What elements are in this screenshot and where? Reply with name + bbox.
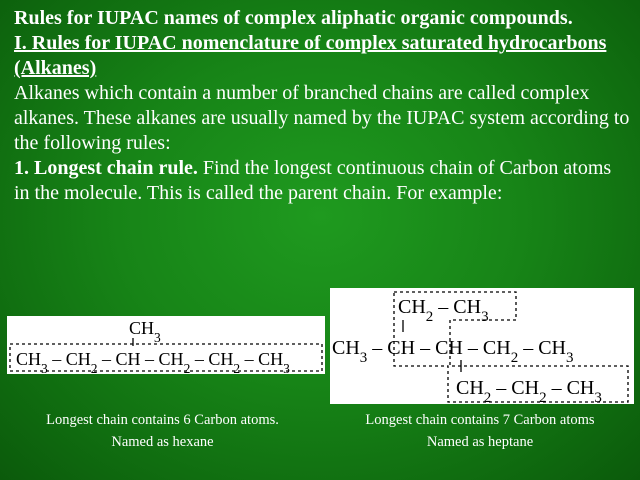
section-heading: I. Rules for IUPAC nomenclature of complex saturated hydrocarbons (Alkanes) <box>14 32 607 79</box>
heptane-top-branch <box>398 296 489 325</box>
heptane-caption-line-2: Named as heptane <box>426 434 534 450</box>
hexane-chain-group-3: CH <box>115 349 141 369</box>
bond-dash: – <box>546 377 567 399</box>
heptane-caption-line-1: Longest chain contains 7 Carbon atoms <box>365 412 595 428</box>
bond-dash: – <box>433 296 454 318</box>
hexane-structure-diagram <box>7 316 325 374</box>
heptane-bottom-branch <box>456 377 602 404</box>
bond-dash: – <box>518 337 539 359</box>
bond-dash: – <box>491 377 512 399</box>
heptane-structure-panel <box>330 288 634 404</box>
heptane-bottom-group-1: $CH_2$ <box>456 377 492 404</box>
hexane-caption-line-2: Named as hexane <box>111 434 214 450</box>
heptane-top-group-1: $CH_2$ <box>398 296 434 325</box>
slide-title: Rules for IUPAC names of complex aliphatic organic compounds. <box>14 7 573 29</box>
hexane-chain-group-4: $CH_2$ <box>158 349 191 374</box>
bond-dash: – <box>140 349 159 369</box>
hexane-substituent-group: $CH_3$ <box>129 318 161 345</box>
heptane-main-group-5: $CH_3$ <box>538 337 574 366</box>
bond-dash: – <box>97 349 116 369</box>
bond-dash: – <box>47 349 66 369</box>
heptane-main-group-2: CH <box>387 337 416 359</box>
bond-dash: – <box>190 349 209 369</box>
rule-1-paragraph <box>14 156 630 206</box>
heptane-structure-diagram <box>330 288 634 404</box>
hexane-chain-group-5: $CH_2$ <box>208 349 241 374</box>
hexane-structure-panel <box>7 316 325 374</box>
heptane-bottom-group-3: $CH_3$ <box>566 377 602 404</box>
hexane-chain-group-1: $CH_3$ <box>16 349 48 374</box>
heptane-top-group-2: $CH_3$ <box>453 296 489 325</box>
hexane-chain-group-2: $CH_2$ <box>65 349 98 374</box>
hexane-caption-line-1: Longest chain contains 6 Carbon atoms. <box>46 412 279 428</box>
bond-dash: – <box>415 337 436 359</box>
heptane-main-group-1: $CH_3$ <box>332 337 368 366</box>
rule-1-text: Find the longest continuous chain of Carbon atoms in the molecule. This is called the parent chain. For example: <box>14 157 612 204</box>
heptane-main-group-4: $CH_2$ <box>482 337 519 366</box>
rule-1-label: 1. Longest chain rule. <box>14 157 198 179</box>
bond-dash: – <box>367 337 388 359</box>
slide-text <box>14 6 630 206</box>
hexane-main-chain <box>16 349 290 374</box>
intro-paragraph: Alkanes which contain a number of branched chains are called complex alkanes. These alkanes are usually named by the IUPAC system according to the following rules: <box>14 82 630 154</box>
bond-dash: – <box>240 349 259 369</box>
hexane-chain-group-6: $CH_3$ <box>258 349 290 374</box>
heptane-caption <box>330 409 630 453</box>
bond-dash: – <box>462 337 483 359</box>
heptane-main-row <box>332 337 573 366</box>
hexane-caption <box>10 409 315 453</box>
heptane-main-group-3: CH <box>435 337 463 359</box>
hexane-substituent <box>129 318 161 345</box>
heptane-bottom-group-2: $CH_2$ <box>511 377 547 404</box>
